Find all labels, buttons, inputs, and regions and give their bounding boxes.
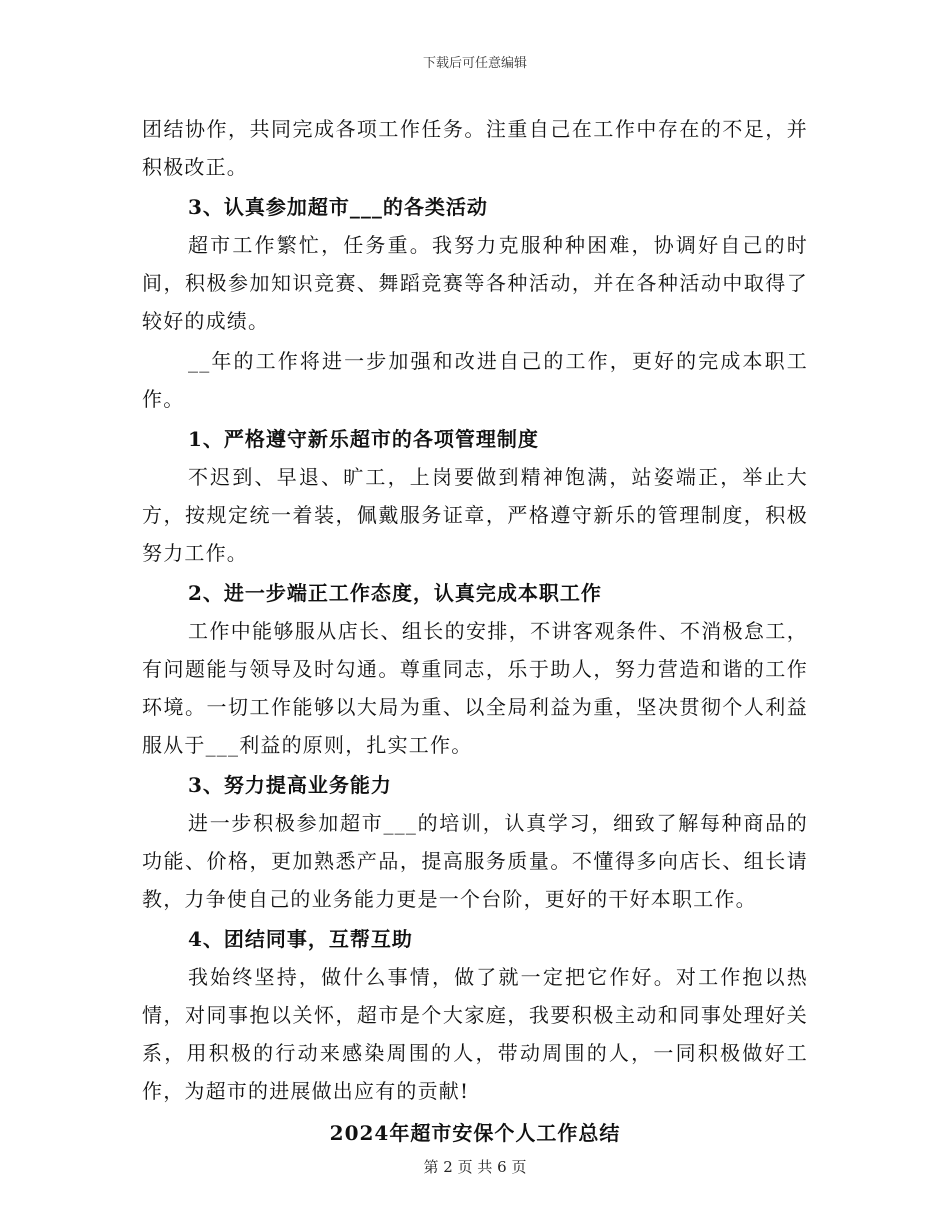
paragraph-2: 超市工作繁忙，任务重。我努力克服种种困难，协调好自己的时间，积极参加知识竞赛、舞蹈竞赛等各种活动，并在各种活动中取得了较好的成绩。 xyxy=(142,233,808,333)
paragraph-6: 进一步积极参加超市___的培训，认真学习，细致了解每种商品的功能、价格，更加熟悉产品，提高服务质量。不懂得多向店长、组长请教，力争使自己的业务能力更是一个台阶，更好的干好本职工作。 xyxy=(142,811,808,911)
section-heading-ability: 3、努力提高业务能力 xyxy=(188,773,392,797)
section-heading-activities: 3、认真参加超市___的各类活动 xyxy=(188,195,488,219)
paragraph-7: 我始终坚持，做什么事情，做了就一定把它作好。对工作抱以热情，对同事抱以关怀，超市是个大家庭，我要积极主动和同事处理好关系，用积极的行动来感染周围的人，带动周围的人，一同积极做好工作，为超市的进展做出应有的贡献! xyxy=(142,965,808,1103)
section-heading-attitude: 2、进一步端正工作态度，认真完成本职工作 xyxy=(188,581,602,605)
paragraph-5: 工作中能够服从店长、组长的安排，不讲客观条件、不消极怠工，有问题能与领导及时勾通。尊重同志，乐于助人，努力营造和谐的工作环境。一切工作能够以大局为重、以全局利益为重，坚决贯彻个人利益服从于___利益的原则，扎实工作。 xyxy=(142,619,808,757)
section-heading-rules: 1、严格遵守新乐超市的各项管理制度 xyxy=(188,427,539,451)
page-header: 下载后可任意编辑 xyxy=(422,56,527,71)
document-title: 2024年超市安保个人工作总结 xyxy=(329,1121,621,1145)
page-footer: 第 2 页 共 6 页 xyxy=(423,1158,527,1176)
section-heading-teamwork: 4、团结同事，互帮互助 xyxy=(188,927,413,951)
paragraph-3: __年的工作将进一步加强和改进自己的工作，更好的完成本职工作。 xyxy=(142,349,808,411)
document-body xyxy=(142,110,808,1152)
paragraph-4: 不迟到、早退、旷工，上岗要做到精神饱满，站姿端正，举止大方，按规定统一着装，佩戴服务证章，严格遵守新乐的管理制度，积极努力工作。 xyxy=(142,465,808,565)
paragraph-1: 团结协作，共同完成各项工作任务。注重自己在工作中存在的不足，并积极改正。 xyxy=(142,117,808,179)
